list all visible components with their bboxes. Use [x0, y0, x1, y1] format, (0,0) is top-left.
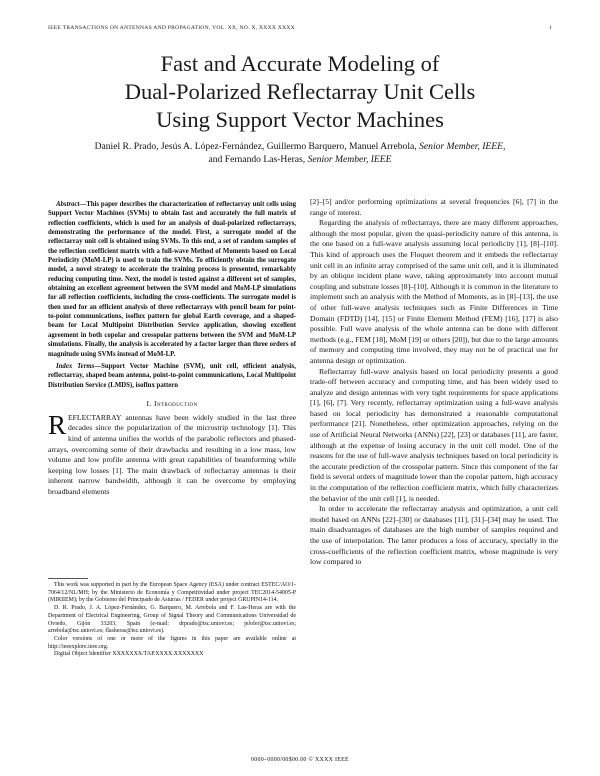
right-column [310, 197, 558, 568]
footnote-color: Color versions of one or more of the figures in this paper are available online at http://ieeexplore.ieee.org. [48, 635, 296, 650]
title-line: Using Support Vector Machines [156, 107, 444, 132]
left-column [48, 200, 296, 498]
author-names: and Fernando Las-Heras, [208, 154, 308, 165]
title-line: Fast and Accurate Modeling of [160, 51, 440, 76]
running-head [48, 25, 552, 35]
abstract [48, 200, 296, 359]
drop-cap: R [48, 409, 67, 440]
footnote-affiliation: D. R. Prado, J. A. López-Fernández, G. Barquero, M. Arrebola and F. Las-Heras are with the Department of Electrical Engineering, Group of Signal Theory and Communications Universidad de Oviedo, Gijón 33203, Spain (e-mail: drprado@tsc.uniovi.es; jelofer@tsc.uniovi.es; arrebola@tsc.uniovi.es; flasheras@tsc.uniovi.es). [48, 605, 296, 635]
page-number: 1 [548, 25, 552, 31]
author-list [40, 140, 560, 166]
footnote-funding: This work was supported in part by the European Space Agency (ESA) under contract ESTEC/AO/1-7064/12/NL/MH; by the Ministerio de Economía y Competitividad under project TEC2014-54005-P (MIRIIEM); by the Gobierno del Principado de Asturias / FEDER under project GRUPIN14-114. [48, 582, 296, 604]
abstract-text: —This paper describes the characterization of reflectarray unit cells using Support Vector Machines (SVMs) to obtain fast and accurately the full matrix of reflection coefficients, which is used for an analysis of dual-polarized reflectarrays, demonstrating the performance of the model. First, a surrogate model of the reflectarray unit cell is obtained using SVMs. To this end, a set of random samples of the reflection coefficient matrix with a full-wave Method of Moments based on Local Periodicity (MoM-LP) is used to train the SVMs. To efficiently obtain the surrogate model, a novel strategy to accelerate the training process is presented, remarkably reducing computing time. Next, the model is tested against a different set of samples, obtaining an excellent agreement between the SVM model and MoM-LP simulations for all reflection coefficients, including the cross-coefficients. The surrogate model is then used for an efficient analysis of three reflectarrays with pencil beam for point-to-point communications, isoflux pattern for global Earth coverage, and a shaped-beam for Local Multipoint Distribution Service application, showing excellent agreement in both copolar and crosspolar patterns between the SVM and MoM-LP simulations. Finally, the analysis is accelerated by a factor larger than three orders of magnitude using SVMs instead of MoM-LP. [48, 201, 296, 358]
title-line: Dual-Polarized Reflectarray Unit Cells [124, 79, 476, 104]
intro-paragraph [48, 409, 296, 498]
index-terms-label: Index Terms [56, 362, 95, 370]
body-paragraph: In order to accelerate the reflectarray analysis and optimization, a unit cell model based on ANNs [22]–[30] or databases [11], [31]–[34] may be used. The main disadvantages of databases are the high number of samples required and the use of interpolation. The latter produces a loss of accuracy, specially in the cross-coefficients of the reflection coefficient matrix, whose magnitude is very low compared to [310, 504, 558, 567]
index-terms-text: —Support Vector Machine (SVM), unit cell, efficient analysis, reflectarray, shaped beam antenna, point-to-point communications, Local Multipoint Distribution Service (LMDS), isoflux pattern [48, 362, 296, 389]
body-paragraph: Regarding the analysis of reflectarrays, there are many different approaches, although the most popular, given the quasi-periodicity nature of this antenna, is the one based on a full-wave analysis assuming local periodicity [1], [8]–[10]. This kind of approach uses the Floquet theorem and it embeds the reflectarray unit cell in an infinite array comprised of the same unit cell, and it is illuminated by an oblique incident plane wave, taking approximately into account mutual coupling and substrate losses [8]–[10]. Although it is common in the literature to implement such an analysis with the Method of Moments, as in [8]–[13], the use of other full-wave analysis techniques such as Finite Differences in Time Domain (FDTD) [14], [15] or Finite Element Method (FEM) [16], [17] is also possible. Full wave analysis of the whole antenna can be done with different methods (e.g., FEM [18], MoM [19] or others [20]), but due to the large amounts of memory and computing time involved, they may not be of practical use for antenna design or optimization. [310, 218, 558, 365]
author-line [40, 140, 560, 153]
index-terms [48, 362, 296, 390]
abstract-label: Abstract [56, 201, 80, 208]
author-role: Senior Member, IEEE, [419, 141, 506, 152]
section-heading-introduction: I. Introduction [146, 398, 198, 408]
first-word: EFLECTARRAY [68, 412, 122, 422]
author-line [40, 153, 560, 166]
paper-title [40, 50, 560, 134]
author-names: Daniel R. Prado, Jesús A. López-Fernández, Guillermo Barquero, Manuel Arrebola, [94, 141, 420, 152]
footnote-rule [48, 578, 88, 579]
intro-text: antennas have been widely studied in the last three decades since the popularization of the microstrip technology [1]. This kind of antenna unifies the worlds of the parabolic reflectors and phased-arrays, overcoming some of their drawbacks and resulting in a low mass, low volume and low profile antenna with great capabilities of beamforming while keeping low losses [1]. The main drawback of reflectarray antennas is their inherent narrow bandwidth, although it can be overcome by employing broadband elements [48, 412, 296, 497]
body-paragraph: Reflectarray full-wave analysis based on local periodicity presents a good trade-off between accuracy and computing time, and has been widely used to analyze and design antennas with very tight requirements for space applications [1], [6], [7]. Very recently, reflectarray optimization using a full-wave analysis based on local periodicity has demonstrated a reasonable computational performance [21]. Nonetheless, other optimization approaches, relying on the use of Artificial Neural Networks (ANNs) [22], [23] or databases [11], are faster, although at the expense of losing accuracy in the unit cell model. One of the reasons for the use of full-wave analysis techniques based on local periodicity is the accurate prediction of the crosspolar pattern. Since this component of the far field is several orders of magnitude lower than the copolar pattern, high accuracy in the computation of the reflection coefficient matrix, which fully characterizes the behavior of the unit cell [1], is needed. [310, 366, 559, 503]
continued-paragraph: [2]–[5] and/or performing optimizations at several frequencies [6], [7] in the range of interest. [310, 197, 558, 217]
footnotes [48, 582, 296, 659]
author-role: Senior Member, IEEE [307, 154, 392, 165]
journal-header: IEEE TRANSACTIONS ON ANTENNAS AND PROPAGATION, VOL. XX, NO. X, XXXX XXXX [48, 25, 295, 31]
footnote-doi: Digital Object Identifier XXXXXXX/TAP.XXXX.XXXXXXX [54, 651, 204, 658]
copyright-code: 0000–0000/00$00.00 © XXXX IEEE [251, 757, 349, 763]
